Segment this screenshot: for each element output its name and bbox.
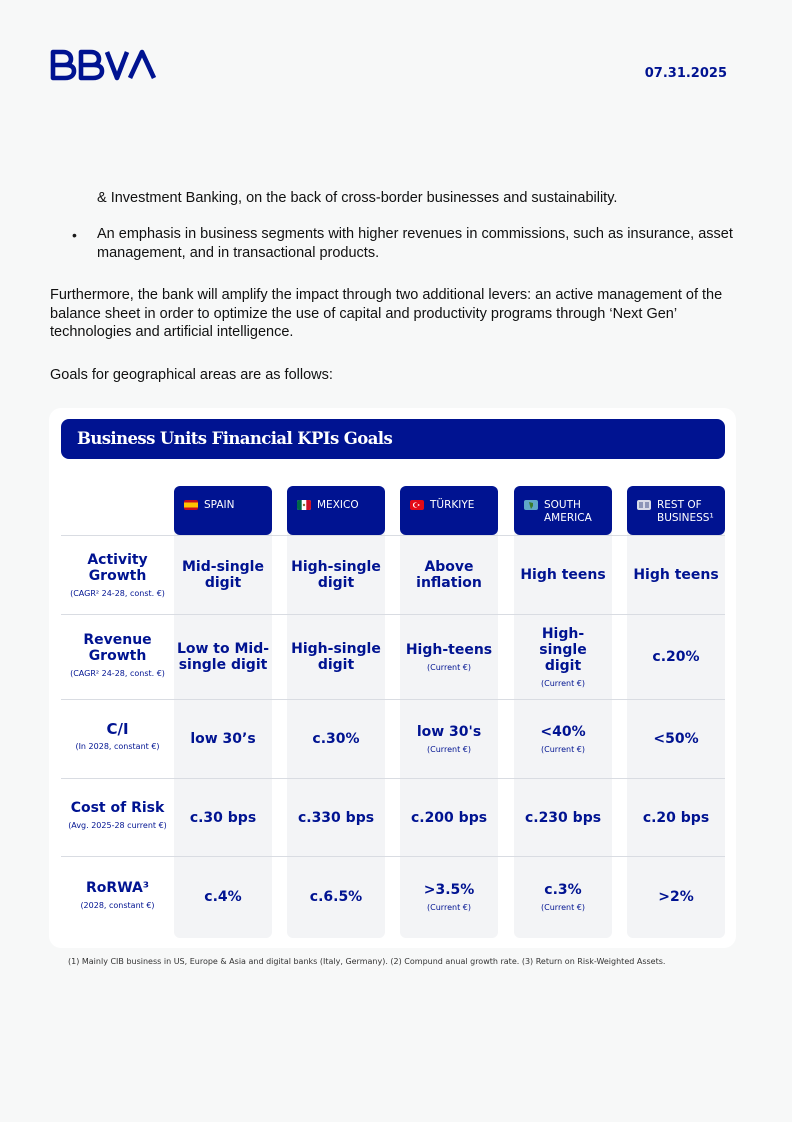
kpi-value: c.30%: [312, 731, 360, 747]
kpi-note: (Current €): [427, 902, 471, 912]
kpi-value: c.20%: [652, 649, 700, 665]
kpi-value: c.4%: [204, 889, 242, 905]
bullet-paragraph: An emphasis in business segments with higher revenues in commissions, such as insurance, asset management, and in transactional products.: [97, 226, 733, 261]
goals-intro: Goals for geographical areas are as follows:: [50, 367, 333, 383]
kpi-value: <50%: [653, 731, 699, 747]
row-divider: [61, 535, 725, 536]
kpi-value: c.20 bps: [642, 809, 710, 826]
kpi-cell: [400, 779, 498, 856]
kpi-cell: [174, 700, 272, 778]
kpi-value: low 30's: [416, 723, 482, 740]
document-date: 07.31.2025: [644, 66, 727, 81]
kpi-cell: [514, 615, 612, 699]
kpi-note: (Current €): [541, 744, 585, 754]
kpi-cell: [174, 857, 272, 937]
column-header-spain: [174, 486, 272, 535]
kpi-note: (Current €): [427, 744, 471, 754]
kpi-cell: [400, 700, 498, 778]
column-header-label: MEXICO: [317, 499, 359, 511]
row-divider: [61, 614, 725, 615]
south-america-icon: [524, 500, 538, 510]
kpi-cell: [514, 857, 612, 937]
kpi-value: c.3%: [544, 881, 582, 898]
kpi-value: Low to Mid-single digit: [176, 641, 270, 673]
table-footnote: (1) Mainly CIB business in US, Europe & Asia and digital banks (Italy, Germany). (2) Compund anual growth rate. (3) Return on Risk-Weighted Assets.: [68, 957, 666, 966]
column-header-south-america: [514, 486, 612, 535]
kpi-value: <40%: [540, 723, 586, 740]
kpi-value: c.30 bps: [189, 809, 257, 826]
kpi-cell: [514, 536, 612, 614]
kpi-value: High-single digit: [291, 559, 381, 591]
kpi-cell: [287, 536, 385, 614]
kpi-table-title: Business Units Financial KPIs Goals: [61, 419, 725, 459]
bbva-logo: [50, 48, 158, 82]
kpi-cell: [400, 536, 498, 614]
kpi-note: (Current €): [427, 662, 471, 672]
kpi-value: c.200 bps: [410, 809, 488, 826]
mexico-flag-icon: [297, 500, 311, 510]
kpi-cell: [174, 615, 272, 699]
row-divider: [61, 856, 725, 857]
furthermore-paragraph: Furthermore, the bank will amplify the impact through two additional levers: an active management of the balance sheet in order to optimize the use of capital and productivity programs through ‘Next Gen’ technologies and artificial intelligence.: [50, 287, 723, 340]
kpi-note: (Current €): [541, 902, 585, 912]
kpi-value: Above inflation: [416, 559, 482, 591]
kpi-value: >3.5%: [423, 881, 475, 898]
row-label-rorwa: [61, 880, 174, 911]
column-header-label: SPAIN: [204, 499, 235, 511]
kpi-value: High-single digit: [291, 641, 381, 673]
kpi-value: High-single digit: [539, 625, 587, 674]
row-label-cost-of-risk: [61, 800, 174, 831]
column-header-label: TÜRKIYE: [430, 499, 475, 511]
column-header-turkiye: [400, 486, 498, 535]
row-label-title: RoRWA³: [86, 880, 149, 896]
row-label-title: C/I: [106, 720, 129, 738]
bullet-icon: •: [72, 227, 77, 243]
row-label-revenue-growth: [61, 632, 174, 679]
kpi-value: High teens: [633, 567, 719, 583]
kpi-cell: [627, 536, 725, 614]
kpi-cell: [174, 536, 272, 614]
row-label-subtitle: (2028, constant €): [80, 901, 155, 910]
column-header-label: SOUTH AMERICA: [544, 499, 592, 524]
kpi-value: c.330 bps: [297, 809, 375, 826]
kpi-cell: [514, 779, 612, 856]
row-label-title: Cost of Risk: [70, 800, 165, 816]
rest-of-business-icon: [637, 500, 651, 510]
turkiye-flag-icon: [410, 500, 424, 510]
row-label-subtitle: (CAGR² 24-28, const. €): [70, 669, 165, 678]
kpi-cell: [400, 615, 498, 699]
kpi-cell: [514, 700, 612, 778]
row-label-subtitle: (Avg. 2025-28 current €): [68, 821, 167, 830]
kpi-cell: [627, 857, 725, 937]
kpi-cell: [287, 700, 385, 778]
kpi-value: low 30’s: [190, 731, 256, 747]
column-header-mexico: [287, 486, 385, 535]
kpi-cell: [287, 615, 385, 699]
kpi-value: >2%: [658, 889, 694, 905]
kpi-cell: [627, 615, 725, 699]
kpi-cell: [627, 779, 725, 856]
row-divider: [61, 778, 725, 779]
row-label-activity-growth: [61, 552, 174, 599]
continuation-paragraph: & Investment Banking, on the back of cross-border businesses and sustainability.: [97, 190, 618, 206]
row-label-title: Revenue Growth: [83, 632, 152, 664]
column-header-label: REST OF BUSINESS¹: [657, 499, 714, 524]
kpi-value: Mid-single digit: [182, 559, 264, 591]
row-label-subtitle: (CAGR² 24-28, const. €): [70, 589, 165, 598]
kpi-note: (Current €): [541, 678, 585, 688]
row-label-ci: [61, 721, 174, 752]
kpi-value: c.6.5%: [309, 889, 363, 905]
kpi-cell: [287, 857, 385, 937]
kpi-value: c.230 bps: [524, 809, 602, 826]
row-divider: [61, 699, 725, 700]
kpi-value: High-teens: [405, 641, 493, 658]
kpi-cell: [627, 700, 725, 778]
column-header-rest-of-business: [627, 486, 725, 535]
kpi-cell: [174, 779, 272, 856]
kpi-cell: [400, 857, 498, 937]
kpi-value: High teens: [520, 567, 606, 583]
row-label-title: Activity Growth: [87, 552, 148, 584]
row-label-subtitle: (In 2028, constant €): [75, 742, 160, 751]
kpi-cell: [287, 779, 385, 856]
spain-flag-icon: [184, 500, 198, 510]
